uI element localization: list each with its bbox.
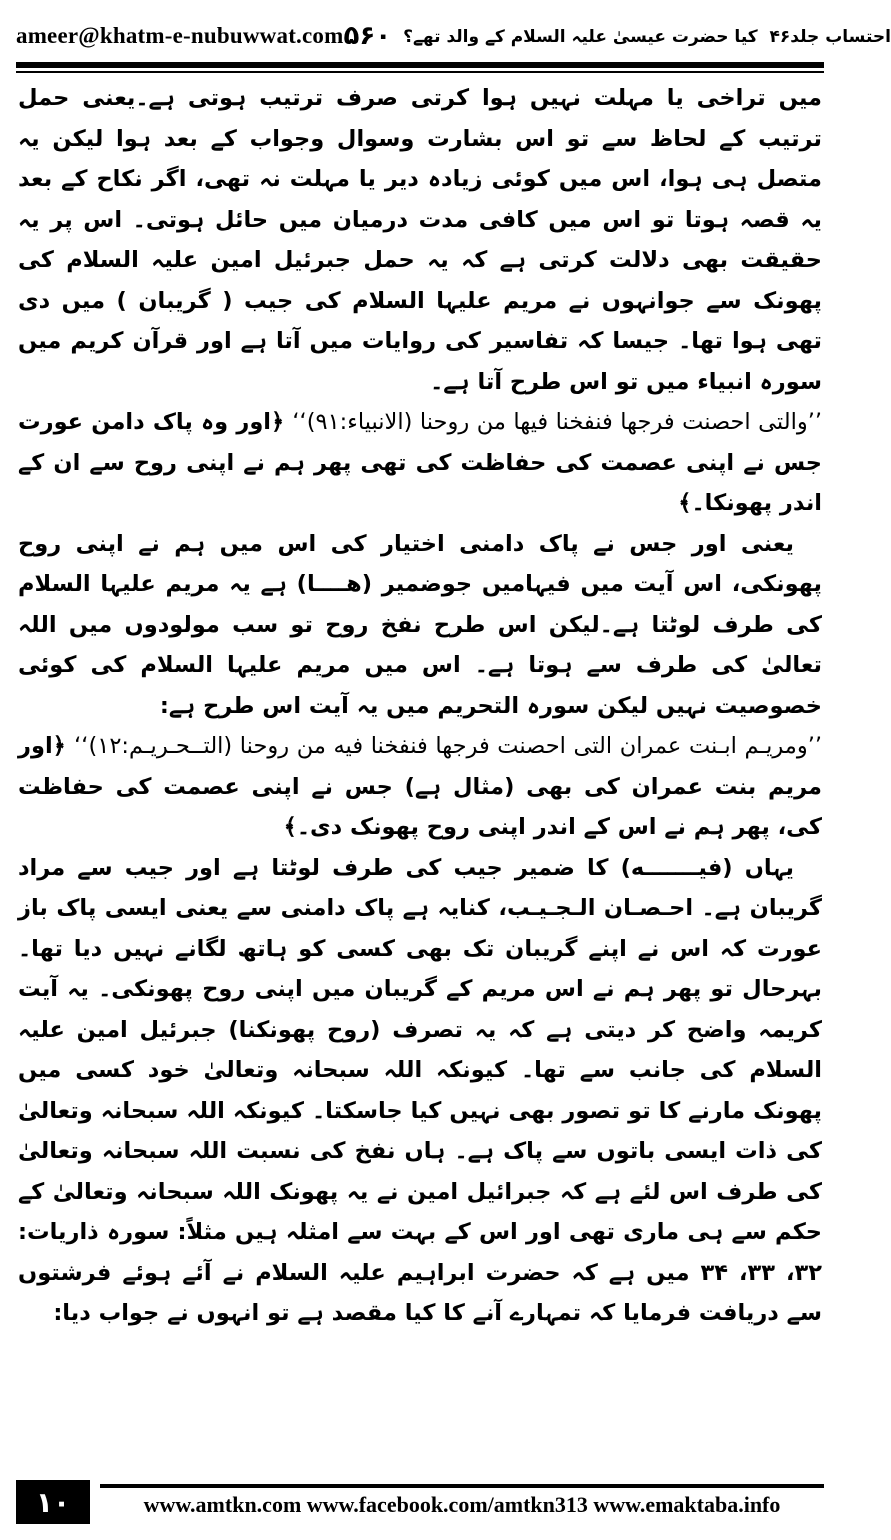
- header-email: ameer@khatm-e-nubuwwat.com: [16, 23, 344, 48]
- quote-2-translation: ﴿اور مریم بنت عمران کی بھی (مثال ہے) جس نے اپنی عصمت کی حفاظت کی، پھر ہم نے اس کے اندر اپنی روح پھونک دی۔﴾: [18, 733, 822, 840]
- page-number: ۵۶۰: [343, 21, 392, 51]
- running-title: احتساب جلد۴۶ ‏کیا حضرت عیسیٰ علیہ السلام کے والد تھے؟: [403, 26, 891, 47]
- page-header: [16, 14, 891, 58]
- page-body: [18, 78, 822, 1470]
- footer-page-number: ۱۰: [16, 1480, 90, 1524]
- paragraph-3: یہاں (فیـــــــه) کا ضمیر جیب کی طرف لوٹتا ہے اور جیب سے مراد گریبان ہے۔ احـصـان الـجـيـب، کنایہ ہے پاک دامنی سے یعنی ایسی پاک باز عورت کہ اس نے اپنے گریبان تک بھی کسی کو ہاتھ لگانے نہیں دیا تھا۔ بہرحال تو پھر ہم نے اس مریم کے گریبان میں اپنی روح پھونکی۔ یہ آیت کریمہ واضح کر دیتی ہے کہ یہ تصرف (روح پھونکنا) جبرئیل امین علیہ السلام کی جانب سے تھا۔ کیونکہ اللہ سبحانہ وتعالیٰ خود کسی میں پھونک مارنے کا تو تصور بھی نہیں کیا جاسکتا۔ کیونکہ اللہ سبحانہ وتعالیٰ کی ذات ایسی باتوں سے پاک ہے۔ ہاں نفخ کی نسبت اللہ سبحانہ وتعالیٰ کی طرف اس لئے ہے کہ جبرائیل امین نے یہ پھونک اللہ سبحانہ وتعالیٰ کے حکم سے ہی ماری تھی اور اس کے بہت سے امثلہ ہیں مثلاً: سورہ ذاریات: ۳۲، ۳۳، ۳۴ میں ہے کہ حضرت ابراہیم علیہ السلام نے آئے ہوئے فرشتوں سے دریافت فرمایا کہ تمہارے آنے کا کیا مقصد ہے تو انہوں نے جواب دیا:: [18, 854, 823, 1326]
- header-rule-thin: [16, 71, 824, 73]
- quote-1-arabic: ’’والتی احصنت فرجها فنفخنا فيها من روحنا (الانبیاء:۹۱)‘‘: [292, 409, 823, 435]
- page-footer: [16, 1478, 824, 1526]
- paragraph-2: یعنی اور جس نے پاک دامنی اختیار کی اس میں ہم نے اپنی روح پھونکی، اس آیت میں فیہامیں جوضمیر (ھــــا) ہے یہ مریم علیہا السلام کی طرف لوٹتا ہے۔لیکن اس طرح نفخ روح تو سب مولودوں میں اللہ تعالیٰ کی طرف سے ہوتا ہے۔ اس میں مریم علیہا السلام کی کوئی خصوصیت نہیں لیکن سورہ التحریم میں یہ آیت اس طرح ہے:: [18, 530, 822, 719]
- footer-rule: [100, 1484, 824, 1488]
- header-rule-thick: [16, 62, 824, 68]
- quote-2: [18, 726, 822, 848]
- footer-links: www.amtkn.com www.facebook.com/amtkn313 www.emaktaba.info: [143, 1492, 781, 1517]
- header-title-group: [343, 21, 891, 51]
- quote-1: [18, 402, 822, 524]
- paragraph-1: میں تراخی یا مہلت نہیں ہوا کرتی صرف ترتیب ہوتی ہے۔یعنی حمل ترتیب کے لحاظ سے تو اس بشارت وسوال وجواب کے بعد ہوا لیکن یہ متصل ہی ہوا، اس میں کوئی زیادہ دیر یا مہلت نہ تھی، اگر نکاح کے بعد یہ قصہ ہوتا تو اس میں کافی مدت درمیان میں حائل ہوتی۔ اس پر یہ حقیقت بھی دلالت کرتی ہے کہ یہ حمل جبرئیل امین علیہ السلام کی پھونک سے جوانہوں نے مریم علیہا السلام کی جیب ( گریبان ) میں دی تھی ہوا تھا۔ جیسا کہ تفاسیر کی روایات میں آتا ہے اور قرآن کریم میں سورہ انبیاء میں تو اس طرح آتا ہے۔: [18, 85, 822, 395]
- quote-1-translation: ﴿اور وہ پاک دامن عورت جس نے اپنی عصمت کی حفاظت کی تھی پھر ہم نے اپنی روح سے ان کے اندر پھونکا۔﴾: [18, 409, 822, 516]
- quote-2-arabic: ’’ومريـم ابـنت عمران التی احصنت فرجها فنفخنا فيه من روحنا (التــحـريـم:۱۲)‘‘: [74, 733, 822, 759]
